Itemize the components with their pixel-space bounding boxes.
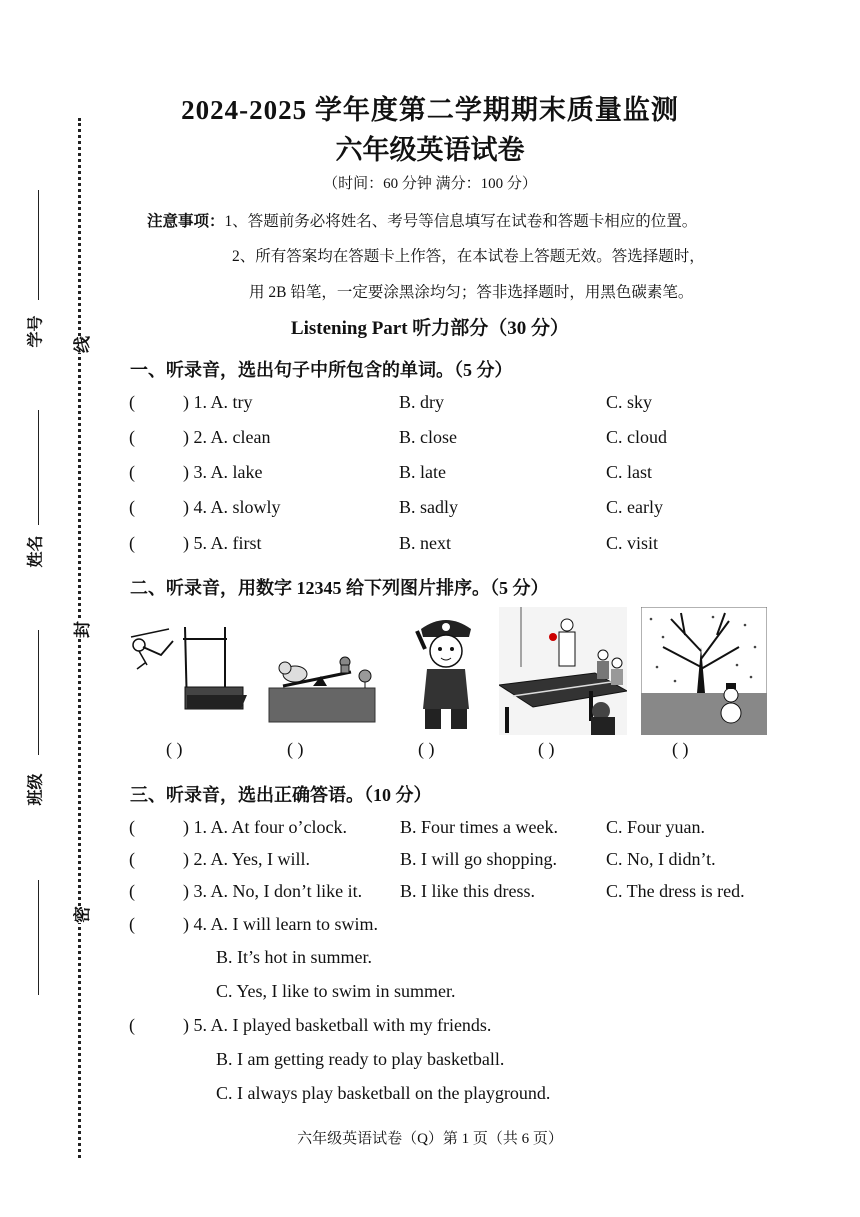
exam-subtitle: 六年级英语试卷 <box>335 135 525 165</box>
question-option-a: ) 5. A. I played basketball with my friends. <box>183 1015 492 1035</box>
question-option-c: C. I always play basketball on the playground. <box>216 1083 551 1103</box>
question-option-c: C. Yes, I like to swim in summer. <box>216 981 456 1001</box>
notes-line-1 <box>147 209 697 231</box>
picture-order-blank-5[interactable]: ( ) <box>672 739 689 759</box>
extra-blank-line[interactable] <box>38 880 39 995</box>
banji-label: 班级 <box>27 773 45 806</box>
question-option-c: C. No, I didn’t. <box>606 849 716 869</box>
page-footer: 六年级英语试卷（Q）第 1 页（共 6 页） <box>297 1131 563 1147</box>
question-option-b: B. dry <box>399 392 444 412</box>
exam-meta: （时间：60 分钟 满分：100 分） <box>323 176 537 192</box>
question-option-c: C. last <box>606 462 653 482</box>
seal-char-mi: 密 <box>66 906 95 923</box>
question-option-a: ) 3. A. lake <box>183 462 263 482</box>
notes-line-3: 用 2B 铅笔，一定要涂黑涂均匀；答非选择题时，用黑色碳素笔。 <box>249 284 694 301</box>
notes-label: 注意事项： <box>147 213 225 230</box>
notes-line-1-text: 1、答题前务必将姓名、考号等信息填写在试卷和答题卡相应的位置。 <box>224 213 698 230</box>
police-officer-picture <box>413 609 479 731</box>
question-option-c: C. visit <box>606 533 659 553</box>
question-option-c: C. early <box>606 497 663 517</box>
question-option-b: B. I am getting ready to play basketball. <box>216 1049 505 1069</box>
binding-dotted-line <box>78 118 81 1158</box>
exam-title: 2024-2025 学年度第二学期期末质量监测 <box>181 95 679 125</box>
xingming-blank-line[interactable] <box>38 410 39 525</box>
seesaw-picture <box>267 652 377 724</box>
pole-vault-picture <box>125 617 250 735</box>
question-option-c: C. The dress is red. <box>606 881 745 901</box>
question-option-a: ) 2. A. Yes, I will. <box>183 849 311 869</box>
answer-paren[interactable]: ( <box>129 427 135 447</box>
xuehao-blank-line[interactable] <box>38 190 39 300</box>
xingming-label: 姓名 <box>27 535 45 568</box>
question-option-b: B. I like this dress. <box>400 881 535 901</box>
answer-paren[interactable]: ( <box>129 849 135 869</box>
winter-snowman-picture <box>641 607 767 735</box>
question-option-a: ) 5. A. first <box>183 533 262 553</box>
section-2-title: 二、听录音，用数字 12345 给下列图片排序。（5 分） <box>130 578 549 598</box>
question-option-c: C. sky <box>606 392 653 412</box>
question-option-c: C. cloud <box>606 427 667 447</box>
answer-paren[interactable]: ( <box>129 1015 135 1035</box>
question-option-b: B. late <box>399 462 446 482</box>
question-option-b: B. Four times a week. <box>400 817 558 837</box>
question-option-a: ) 1. A. At four o’clock. <box>183 817 347 837</box>
answer-paren[interactable]: ( <box>129 392 135 412</box>
banji-blank-line[interactable] <box>38 630 39 755</box>
picture-order-blank-4[interactable]: ( ) <box>538 739 555 759</box>
xuehao-label: 学号 <box>27 315 45 348</box>
question-option-a: ) 4. A. slowly <box>183 497 281 517</box>
answer-paren[interactable]: ( <box>129 881 135 901</box>
seal-char-xian: 线 <box>66 336 95 353</box>
answer-paren[interactable]: ( <box>129 462 135 482</box>
picture-order-blank-1[interactable]: ( ) <box>166 739 183 759</box>
picture-order-blank-2[interactable]: ( ) <box>287 739 304 759</box>
answer-paren[interactable]: ( <box>129 817 135 837</box>
section-1-title: 一、听录音，选出句子中所包含的单词。（5 分） <box>130 360 513 380</box>
question-option-c: C. Four yuan. <box>606 817 705 837</box>
table-tennis-picture <box>499 607 627 735</box>
question-option-a: ) 4. A. I will learn to swim. <box>183 914 378 934</box>
question-option-a: ) 1. A. try <box>183 392 253 412</box>
seal-char-feng: 封 <box>66 621 95 638</box>
answer-paren[interactable]: ( <box>129 914 135 934</box>
question-option-b: B. sadly <box>399 497 459 517</box>
notes-line-2: 2、所有答案均在答题卡上作答，在本试卷上答题无效。答选择题时， <box>232 248 705 265</box>
question-option-b: B. close <box>399 427 457 447</box>
question-option-b: B. I will go shopping. <box>400 849 558 869</box>
section-3-title: 三、听录音，选出正确答语。（10 分） <box>130 785 432 805</box>
question-option-a: ) 2. A. clean <box>183 427 271 447</box>
question-option-b: B. It’s hot in summer. <box>216 947 373 967</box>
picture-order-blank-3[interactable]: ( ) <box>418 739 435 759</box>
question-option-a: ) 3. A. No, I don’t like it. <box>183 881 363 901</box>
answer-paren[interactable]: ( <box>129 497 135 517</box>
answer-paren[interactable]: ( <box>129 533 135 553</box>
listening-part-title: Listening Part 听力部分（30 分） <box>290 318 570 339</box>
question-option-b: B. next <box>399 533 451 553</box>
